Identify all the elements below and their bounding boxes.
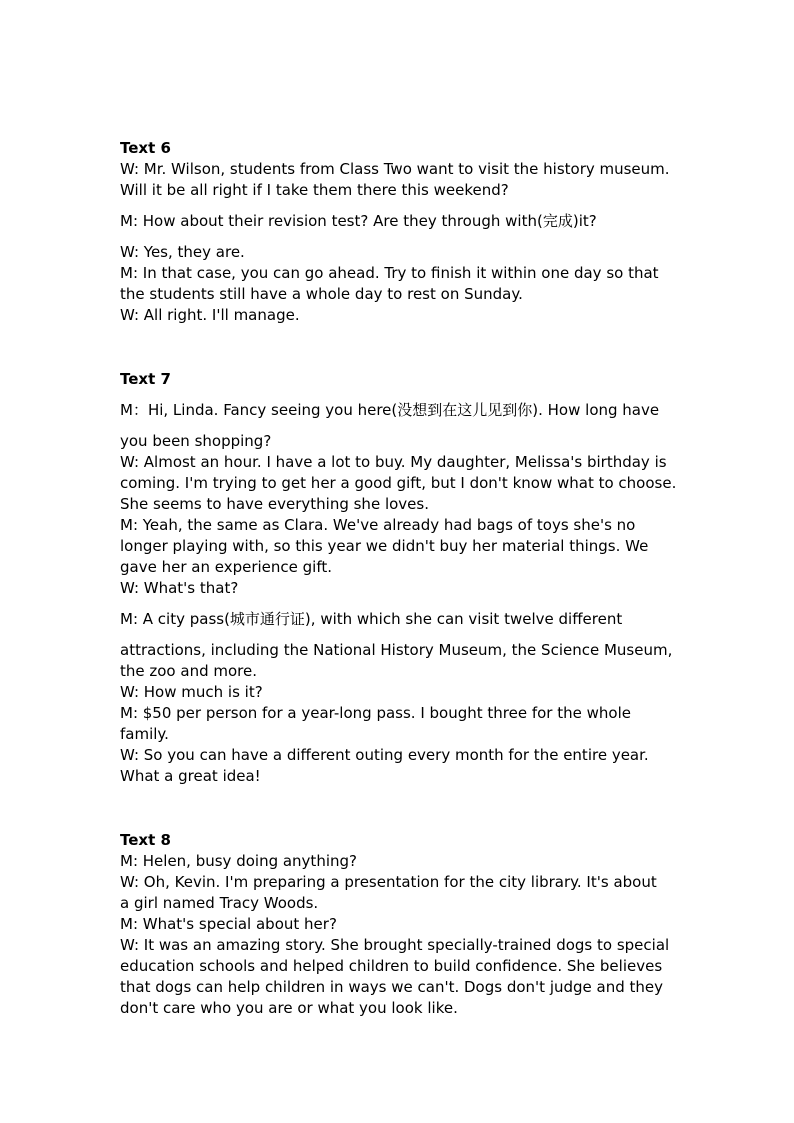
dialogue-line: the students still have a whole day to rest on Sunday. <box>120 285 523 303</box>
text6-section <box>120 138 680 326</box>
dialogue-line: coming. I'm trying to get her a good gift, but I don't know what to choose. <box>120 474 677 492</box>
dialogue-line: Will it be all right if I take them there this weekend? <box>120 181 509 199</box>
text8-heading: Text 8 <box>120 831 171 849</box>
dialogue-line: W: Oh, Kevin. I'm preparing a presentation for the city library. It's about <box>120 873 657 891</box>
text7-heading: Text 7 <box>120 370 171 388</box>
dialogue-line: W: Yes, they are. <box>120 243 245 261</box>
dialogue-line: you been shopping? <box>120 432 272 450</box>
dialogue-line: What a great idea! <box>120 767 261 785</box>
dialogue-line: She seems to have everything she loves. <box>120 495 429 513</box>
dialogue-line: W: How much is it? <box>120 683 263 701</box>
dialogue-line: M: Yeah, the same as Clara. We've already had bags of toys she's no <box>120 516 636 534</box>
dialogue-line: W: What's that? <box>120 579 239 597</box>
dialogue-line: longer playing with, so this year we didn't buy her material things. We <box>120 537 649 555</box>
dialogue-line: a girl named Tracy Woods. <box>120 894 319 912</box>
text6-heading: Text 6 <box>120 139 171 157</box>
dialogue-line: W: Almost an hour. I have a lot to buy. My daughter, Melissa's birthday is <box>120 453 667 471</box>
dialogue-line: W: It was an amazing story. She brought specially-trained dogs to special <box>120 936 670 954</box>
text8-section <box>120 830 680 1019</box>
dialogue-line: M: Helen, busy doing anything? <box>120 852 357 870</box>
dialogue-line: education schools and helped children to build confidence. She believes <box>120 957 663 975</box>
dialogue-line: M: $50 per person for a year-long pass. I bought three for the whole <box>120 704 631 722</box>
dialogue-line: family. <box>120 725 169 743</box>
text7-section <box>120 369 680 787</box>
dialogue-line: that dogs can help children in ways we can't. Dogs don't judge and they <box>120 978 664 996</box>
dialogue-line: attractions, including the National History Museum, the Science Museum, <box>120 641 673 659</box>
dialogue-line: W: All right. I'll manage. <box>120 306 300 324</box>
dialogue-line: W: So you can have a different outing every month for the entire year. <box>120 746 649 764</box>
dialogue-line: the zoo and more. <box>120 662 257 680</box>
dialogue-line: M：Hi, Linda. Fancy seeing you here(没想到在这儿见到你). How long have <box>120 401 660 419</box>
document-page <box>120 138 680 1019</box>
dialogue-line: M: How about their revision test? Are they through with(完成)it? <box>120 212 597 230</box>
dialogue-line: M: A city pass(城市通行证), with which she can visit twelve different <box>120 610 623 628</box>
dialogue-line: don't care who you are or what you look like. <box>120 999 458 1017</box>
dialogue-line: M: What's special about her? <box>120 915 337 933</box>
dialogue-line: M: In that case, you can go ahead. Try to finish it within one day so that <box>120 264 659 282</box>
dialogue-line: W: Mr. Wilson, students from Class Two want to visit the history museum. <box>120 160 670 178</box>
dialogue-line: gave her an experience gift. <box>120 558 332 576</box>
